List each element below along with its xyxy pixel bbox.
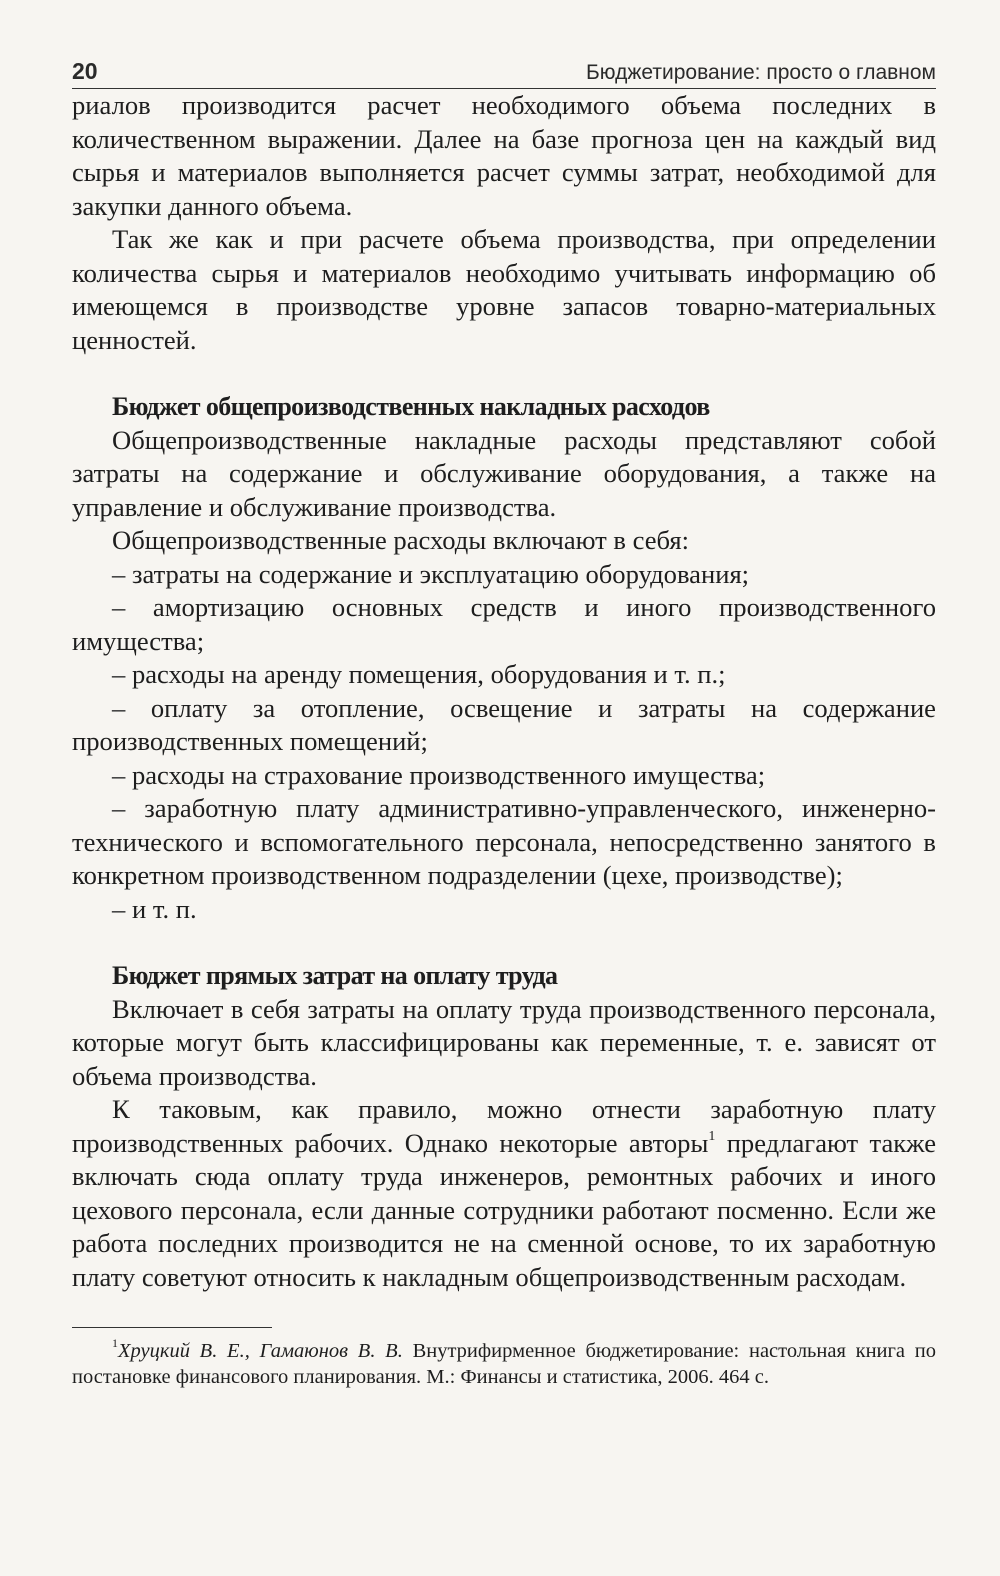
list-item: – расходы на страхование производственного имущества; xyxy=(112,759,766,790)
paragraph: Так же как и при расчете объема производства, при определении количества сырья и материалов необходимо учитывать информацию об имеющемся в производстве уровне запасов товарно-материальных ценностей. xyxy=(72,224,936,355)
list-item: – заработную плату административно-управленческого, инженерно-технического и вспомогательного персонала, непосредственно занятого в конкретном производственном подразделении (цехе, производстве); xyxy=(72,793,936,890)
section-gap xyxy=(72,357,936,390)
list-item: – и т. п. xyxy=(112,893,197,924)
footnote xyxy=(72,1338,936,1390)
paragraph: Общепроизводственные накладные расходы представляют собой затраты на содержание и обслуживание оборудования, а также на управление и обслуживание производства. xyxy=(72,424,936,522)
footnote-text: Внутрифирменное бюджетирование: настольная книга по постановке финансового планирования. М.: Финансы и статистика, 2006. 464 с. xyxy=(72,1340,936,1388)
page-number: 20 xyxy=(72,58,98,84)
list-item: – расходы на аренду помещения, оборудования и т. п.; xyxy=(112,659,726,689)
list-item: – оплату за отопление, освещение и затраты на содержание производственных помещений; xyxy=(72,692,936,756)
body-text xyxy=(72,89,936,1294)
list-lead-in: Общепроизводственные расходы включают в себя: xyxy=(112,525,690,555)
paragraph-continued: риалов производится расчет необходимого объема последних в количественном выражении. Далее на базе прогноза цен на каждый вид сырья и материалов выполняется расчет суммы затрат, необходимой для закупки данного объема. xyxy=(72,90,936,221)
paragraph-text-after-ref: предлагают также включать сюда оплату труда инженеров, ремонтных рабочих и иного цехового персонала, если данные сотрудники работают посменно. Если же работа последних производится не на сменной основе, то их заработную плату советуют относить к накладным общепроизводственным расходам. xyxy=(72,1127,936,1292)
list-item: – затраты на содержание и эксплуатацию оборудования; xyxy=(112,558,750,589)
paragraph-text-before-ref: К таковым, как правило, можно отнести заработную плату производственных рабочих. Однако некоторые авторы xyxy=(72,1094,936,1158)
section-gap xyxy=(72,926,936,959)
running-head xyxy=(72,58,936,89)
paragraph: Включает в себя затраты на оплату труда производственного персонала, которые могут быть классифицированы как переменные, т. е. зависят от объема производства. xyxy=(72,993,936,1091)
list-item: – амортизацию основных средств и иного производственного имущества; xyxy=(72,592,936,656)
footnote-mark: 1 xyxy=(112,1336,118,1351)
footnote-authors: Хруцкий В. Е., Гамаюнов В. В. xyxy=(118,1340,403,1362)
section-heading-labor: Бюджет прямых затрат на оплату труда xyxy=(112,961,558,990)
running-title: Бюджетирование: просто о главном xyxy=(586,61,936,84)
footnote-reference: 1 xyxy=(708,1128,716,1144)
footnote-separator xyxy=(72,1327,272,1328)
section-heading-overhead: Бюджет общепроизводственных накладных расходов xyxy=(112,392,710,421)
paragraph-with-footnote-ref xyxy=(72,1093,936,1294)
